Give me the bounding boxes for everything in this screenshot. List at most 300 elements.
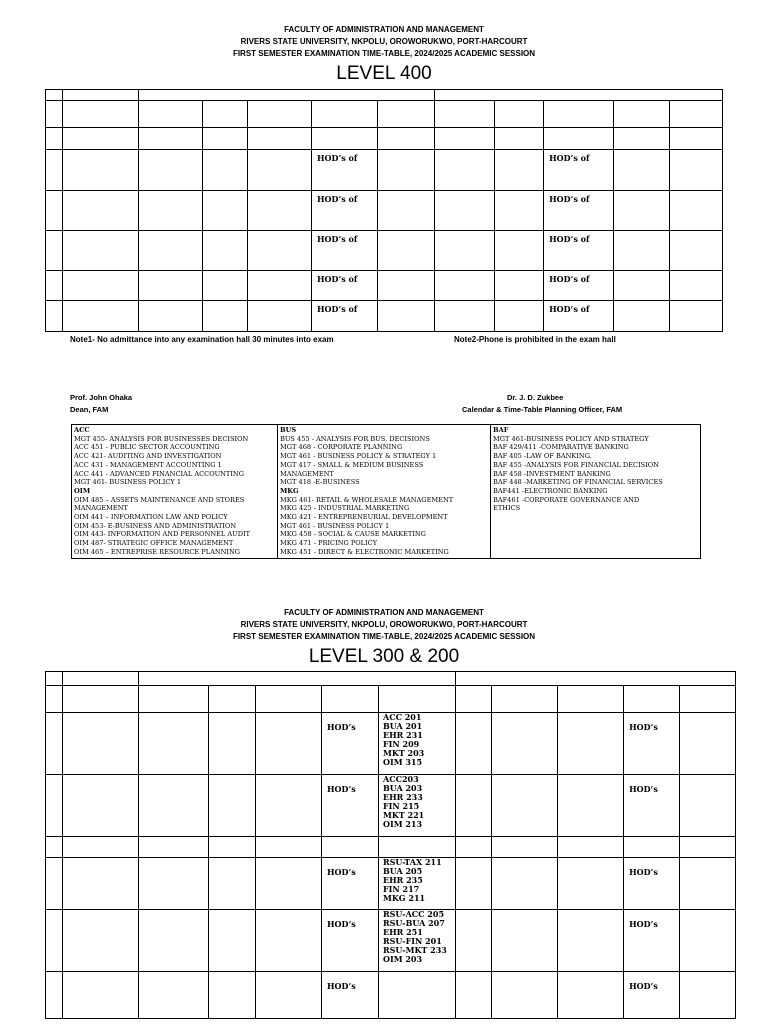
table-row (46, 101, 723, 128)
table-cell (312, 101, 378, 128)
table-cell (139, 101, 203, 128)
course-entry: OIM 465 – ENTREPRISE RESOURCE PLANNING (74, 547, 241, 556)
hod-cell-text (624, 686, 679, 695)
table-cell (435, 128, 495, 150)
table-cell (624, 713, 680, 775)
table-cell (63, 775, 139, 837)
table-cell (256, 910, 322, 972)
table-cell (46, 713, 63, 775)
table-cell (203, 231, 248, 271)
table-cell (680, 686, 736, 713)
table-cell (379, 837, 456, 858)
course-list-acc-oim (72, 425, 278, 559)
table-cell (139, 672, 456, 686)
table-cell (139, 910, 209, 972)
table-cell (209, 713, 256, 775)
course-code: MKT 221 (383, 810, 425, 820)
table-cell (256, 837, 322, 858)
table-cell (139, 150, 203, 191)
table-cell (203, 301, 248, 332)
table-cell (456, 686, 492, 713)
table-cell (209, 910, 256, 972)
table-cell (456, 910, 492, 972)
course-entry: MGT 461 - BUSINESS POLICY 1 (280, 521, 390, 530)
table-cell (256, 972, 322, 1019)
table-cell (312, 128, 378, 150)
course-entry: ACC 451 - PUBLIC SECTOR ACCOUNTING (74, 443, 220, 452)
table-cell (209, 686, 256, 713)
table-cell (63, 672, 139, 686)
table-cell (435, 191, 495, 231)
table-cell (46, 231, 63, 271)
table-cell (624, 972, 680, 1019)
course-code: EHR 231 (383, 730, 423, 740)
table-cell (495, 128, 544, 150)
table-cell (46, 128, 63, 150)
course-entry: BAF 405 -LAW OF BANKING. (493, 452, 592, 461)
table-cell (203, 271, 248, 301)
table-cell (492, 972, 558, 1019)
hod-cell-text (322, 837, 378, 846)
table-cell (256, 858, 322, 910)
table-cell (456, 972, 492, 1019)
table-cell (456, 858, 492, 910)
department-heading: ACC (74, 426, 90, 434)
hod-cell-text: HOD’s (629, 867, 658, 877)
table-cell (63, 128, 139, 150)
table-cell (670, 271, 723, 301)
course-entry: MANAGEMENT (74, 504, 128, 513)
course-entry: BAF461 -CORPORATE GOVERNANCE AND (493, 495, 640, 504)
hod-cell-text (624, 837, 679, 846)
table-cell (544, 301, 614, 332)
table-cell (495, 191, 544, 231)
hod-cell-text: HOD’s of (317, 304, 358, 314)
table-cell (558, 713, 624, 775)
hod-cell-text: HOD’s (327, 784, 356, 794)
hod-cell-text: HOD’s of (317, 234, 358, 244)
table-cell (378, 301, 435, 332)
planning-officer-title: Calendar & Time-Table Planning Officer, FAM (462, 405, 623, 414)
course-entry: BAF 458 -INVESTMENT BANKING (493, 469, 611, 478)
table-row (46, 271, 723, 301)
course-entry: MKG 471 - PRICING POLICY (280, 539, 378, 548)
table-row (46, 301, 723, 332)
table-cell (680, 972, 736, 1019)
table-cell (63, 713, 139, 775)
course-entry: MGT 455- ANALYSIS FOR BUSINESSES DECISION (74, 434, 249, 443)
level-300-200-timetable (45, 671, 736, 1019)
table-cell (139, 271, 203, 301)
table-cell (46, 972, 63, 1019)
course-code: RSU-TAX 211 (383, 857, 442, 867)
hod-cell-text: HOD’s of (317, 194, 358, 204)
hod-cell-text: HOD’s (327, 981, 356, 991)
table-cell (495, 150, 544, 191)
course-entry: ETHICS (493, 504, 521, 513)
table-cell (614, 301, 670, 332)
table-row (46, 858, 736, 910)
course-code: ACC203 (383, 774, 419, 784)
table-cell (139, 128, 203, 150)
table-cell (248, 191, 312, 231)
table-cell (614, 191, 670, 231)
course-entry: MGT 468 - CORPORATE PLANNING (280, 443, 403, 452)
table-cell (46, 686, 63, 713)
hod-cell-text: HOD’s of (317, 274, 358, 284)
table-cell (379, 972, 456, 1019)
table-cell (46, 271, 63, 301)
course-entry: ACC 431 - MANAGEMENT ACCOUNTING 1 (74, 460, 222, 469)
table-cell (558, 972, 624, 1019)
table-cell (492, 837, 558, 858)
hod-cell-text (312, 128, 377, 131)
table-cell (670, 301, 723, 332)
course-code: RSU-BUA 207 (383, 918, 445, 928)
table-row (46, 713, 736, 775)
table-cell (322, 713, 379, 775)
table-cell (624, 858, 680, 910)
table-cell (624, 837, 680, 858)
table-cell (63, 271, 139, 301)
course-list-bus-mkg (278, 425, 491, 559)
table-cell (203, 128, 248, 150)
table-cell (456, 837, 492, 858)
table-cell (456, 713, 492, 775)
table-cell (680, 837, 736, 858)
table-cell (680, 858, 736, 910)
table-cell (63, 686, 139, 713)
hod-cell-text: HOD’s (327, 919, 356, 929)
hod-cell-text (312, 101, 377, 104)
level-400-timetable (45, 89, 723, 332)
table-cell (209, 775, 256, 837)
table-cell (544, 101, 614, 128)
course-entry: BAF 448 -MARKETING OF FINANCIAL SERVICES (493, 478, 663, 487)
table-cell (624, 910, 680, 972)
hod-cell-text: HOD’s (629, 981, 658, 991)
table-cell (378, 231, 435, 271)
table-cell (558, 910, 624, 972)
table-cell (46, 775, 63, 837)
table-cell (46, 301, 63, 332)
course-code: EHR 235 (383, 875, 423, 885)
course-entry: BAF 429/411 -COMPARATIVE BANKING (493, 443, 629, 452)
table-cell (435, 271, 495, 301)
table-cell (312, 231, 378, 271)
table-cell (435, 231, 495, 271)
table-cell (139, 686, 209, 713)
hod-cell-text: HOD’s (629, 722, 658, 732)
course-entry: MGT 461-BUSINESS POLICY AND STRATEGY (493, 434, 649, 443)
faculty-header-line-3-bottom: FIRST SEMESTER EXAMINATION TIME-TABLE, 2024/2025 ACADEMIC SESSION (232, 632, 536, 641)
table-row (46, 910, 736, 972)
table-cell (46, 191, 63, 231)
course-code: FIN 209 (383, 739, 420, 749)
table-cell (492, 858, 558, 910)
table-cell (379, 858, 456, 910)
table-row (46, 150, 723, 191)
table-cell (492, 910, 558, 972)
course-code: MKT 203 (383, 748, 425, 758)
table-row (46, 775, 736, 837)
table-cell (209, 837, 256, 858)
table-cell (248, 231, 312, 271)
course-code: RSU-ACC 205 (383, 909, 445, 919)
table-cell (256, 686, 322, 713)
table-cell (456, 775, 492, 837)
course-code: RSU-MKT 233 (383, 945, 447, 955)
table-cell (435, 301, 495, 332)
department-heading: MKG (280, 486, 299, 495)
table-cell (379, 686, 456, 713)
table-cell (46, 672, 63, 686)
table-cell (492, 713, 558, 775)
table-cell (614, 271, 670, 301)
table-cell (614, 128, 670, 150)
table-cell (456, 672, 736, 686)
table-cell (63, 150, 139, 191)
course-entry: ACC 441 - ADVANCED FINANCIAL ACCOUNTING (74, 469, 244, 478)
table-cell (435, 90, 723, 101)
table-cell (63, 101, 139, 128)
course-entry: MKG 451 - DIRECT & ELECTRONIC MARKETING (280, 547, 449, 556)
hod-cell-text (322, 686, 378, 695)
table-cell (248, 301, 312, 332)
hod-cell-text: HOD’s (629, 784, 658, 794)
course-entry: MGT 461- BUSINESS POLICY 1 (74, 478, 182, 487)
course-code: OIM 213 (383, 819, 423, 829)
course-code: EHR 233 (383, 792, 423, 802)
table-row (46, 191, 723, 231)
table-cell (63, 837, 139, 858)
table-cell (614, 150, 670, 191)
table-cell (63, 910, 139, 972)
table-cell (435, 101, 495, 128)
faculty-header-line-1: FACULTY OF ADMINISTRATION AND MANAGEMENT (284, 25, 484, 34)
table-cell (312, 150, 378, 191)
timetable-header-row (46, 672, 736, 686)
table-cell (209, 858, 256, 910)
table-cell (312, 271, 378, 301)
course-entry: OIM 441 – INFORMATION LAW AND POLICY (74, 513, 228, 522)
table-cell (378, 150, 435, 191)
timetable-header-row (46, 90, 723, 101)
table-cell (624, 775, 680, 837)
course-code: RSU-FIN 201 (383, 936, 442, 946)
table-row (46, 686, 736, 713)
table-cell (203, 101, 248, 128)
table-cell (256, 713, 322, 775)
table-cell (680, 775, 736, 837)
course-entry: BAF 455 -ANALYSIS FOR FINANCIAL DECISION (493, 460, 659, 469)
table-cell (139, 231, 203, 271)
table-cell (312, 301, 378, 332)
course-entry: OIM 443- INFORMATION AND PERSONNEL AUDIT (74, 530, 250, 539)
course-code: FIN 217 (383, 884, 420, 894)
table-cell (544, 191, 614, 231)
table-cell (492, 686, 558, 713)
hod-cell-text: HOD’s (327, 867, 356, 877)
table-cell (495, 301, 544, 332)
table-cell (544, 128, 614, 150)
table-row (46, 837, 736, 858)
course-entry: OIM 453- E-BUSINESS AND ADMINISTRATION (74, 521, 237, 530)
hod-cell-text: HOD’s of (549, 304, 590, 314)
hod-cell-text: HOD’s (629, 919, 658, 929)
department-heading: BUS (280, 426, 297, 434)
table-row (46, 231, 723, 271)
table-cell (624, 686, 680, 713)
table-cell (680, 713, 736, 775)
table-cell (558, 858, 624, 910)
planning-officer-name: Dr. J. D. Zukbee (507, 393, 564, 402)
table-cell (46, 910, 63, 972)
table-cell (544, 271, 614, 301)
table-cell (558, 775, 624, 837)
level-400-title: LEVEL 400 (336, 63, 432, 84)
table-cell (670, 191, 723, 231)
course-entry: MANAGEMENT (280, 469, 334, 478)
table-cell (63, 858, 139, 910)
hod-cell-text: HOD’s of (549, 234, 590, 244)
table-cell (46, 150, 63, 191)
table-cell (63, 90, 139, 101)
table-cell (63, 191, 139, 231)
table-cell (139, 90, 435, 101)
table-cell (209, 972, 256, 1019)
course-entry: OIM 487- STRATEGIC OFFICE MANAGEMENT (74, 539, 234, 548)
table-cell (312, 191, 378, 231)
dean-name: Prof. John Ohaka (70, 393, 133, 402)
table-cell (248, 128, 312, 150)
note-admittance: Note1- No admittance into any examination hall 30 minutes into exam (70, 335, 334, 344)
hod-cell-text: HOD’s of (549, 153, 590, 163)
hod-cell-text: HOD’s (327, 722, 356, 732)
course-list-baf (491, 425, 701, 559)
table-cell (379, 775, 456, 837)
course-list-table (71, 424, 701, 559)
table-row (46, 972, 736, 1019)
table-cell (322, 775, 379, 837)
table-cell (256, 775, 322, 837)
table-cell (670, 101, 723, 128)
course-code: EHR 251 (383, 927, 423, 937)
level-300-200-title: LEVEL 300 & 200 (308, 646, 460, 667)
note-phone: Note2-Phone is prohibited in the exam hall (454, 335, 616, 344)
department-heading: OIM (74, 486, 91, 495)
table-cell (322, 910, 379, 972)
table-cell (139, 858, 209, 910)
course-code: MKG 211 (383, 893, 426, 903)
table-cell (670, 231, 723, 271)
table-cell (614, 231, 670, 271)
faculty-header-line-1-bottom: FACULTY OF ADMINISTRATION AND MANAGEMENT (284, 608, 484, 617)
table-cell (139, 713, 209, 775)
course-code: FIN 215 (383, 801, 420, 811)
table-cell (495, 271, 544, 301)
course-entry: BAF441 -ELECTRONIC BANKING (493, 486, 608, 495)
table-cell (248, 101, 312, 128)
hod-cell-text (544, 128, 613, 131)
faculty-header-line-2-bottom: RIVERS STATE UNIVERSITY, NKPOLU, OROWORUKWO, PORT-HARCOURT (240, 620, 528, 629)
table-cell (670, 150, 723, 191)
table-cell (322, 837, 379, 858)
table-cell (495, 231, 544, 271)
table-cell (378, 191, 435, 231)
table-cell (378, 128, 435, 150)
table-cell (379, 910, 456, 972)
table-cell (322, 972, 379, 1019)
table-cell (63, 231, 139, 271)
table-cell (544, 150, 614, 191)
table-cell (680, 910, 736, 972)
table-cell (63, 972, 139, 1019)
course-code: OIM 315 (383, 757, 423, 767)
table-cell (378, 271, 435, 301)
table-row (46, 128, 723, 150)
course-code: BUA 203 (383, 783, 423, 793)
table-cell (46, 90, 63, 101)
table-cell (139, 972, 209, 1019)
faculty-header-line-2: RIVERS STATE UNIVERSITY, NKPOLU, OROWORUKWO, PORT-HARCOURT (240, 37, 528, 46)
table-cell (558, 686, 624, 713)
table-cell (139, 191, 203, 231)
hod-cell-text: HOD’s of (317, 153, 358, 163)
course-code: OIM 203 (383, 954, 423, 964)
dean-title: Dean, FAM (70, 405, 109, 414)
table-cell (435, 150, 495, 191)
table-cell (203, 191, 248, 231)
table-cell (139, 775, 209, 837)
course-entry: MKG 458 - SOCIAL & CAUSE MARKETING (280, 530, 426, 539)
table-cell (322, 686, 379, 713)
course-entry: MKG 425 - INDUSTRIAL MARKETING (280, 504, 410, 513)
table-cell (378, 101, 435, 128)
course-entry: MGT 418 -E-BUSINESS (280, 478, 360, 487)
table-cell (322, 858, 379, 910)
course-entry: ACC 421- AUDITING AND INVESTIGATION (74, 452, 222, 461)
table-cell (46, 101, 63, 128)
hod-cell-text (544, 101, 613, 104)
table-cell (139, 301, 203, 332)
course-entry: BUS 455 - ANALYSIS FOR BUS. DECISIONS (280, 434, 430, 443)
hod-cell-text: HOD’s of (549, 274, 590, 284)
table-cell (495, 101, 544, 128)
hod-cell-text: HOD’s of (549, 194, 590, 204)
table-cell (248, 150, 312, 191)
course-entry: MKG 421 - ENTREPRENEURIAL DEVELOPMENT (280, 513, 448, 522)
table-cell (139, 837, 209, 858)
table-cell (63, 301, 139, 332)
course-entry: MGT 417 - SMALL & MEDIUM BUSINESS (280, 460, 424, 469)
course-entry: OIM 485 – ASSETS MAINTENANCE AND STORES (74, 495, 245, 504)
table-cell (492, 775, 558, 837)
course-entry: MKG 461- RETAIL & WHOLESALE MANAGEMENT (280, 495, 454, 504)
course-code: BUA 205 (383, 866, 423, 876)
table-cell (248, 271, 312, 301)
table-cell (544, 231, 614, 271)
table-cell (614, 101, 670, 128)
faculty-header-line-3: FIRST SEMESTER EXAMINATION TIME-TABLE, 2024/2025 ACADEMIC SESSION (232, 49, 536, 58)
course-entry: MGT 461 - BUSINESS POLICY & STRATEGY 1 (280, 452, 437, 461)
course-code: ACC 201 (383, 712, 422, 722)
table-cell (46, 858, 63, 910)
table-cell (203, 150, 248, 191)
table-cell (558, 837, 624, 858)
table-cell (46, 837, 63, 858)
table-cell (379, 713, 456, 775)
